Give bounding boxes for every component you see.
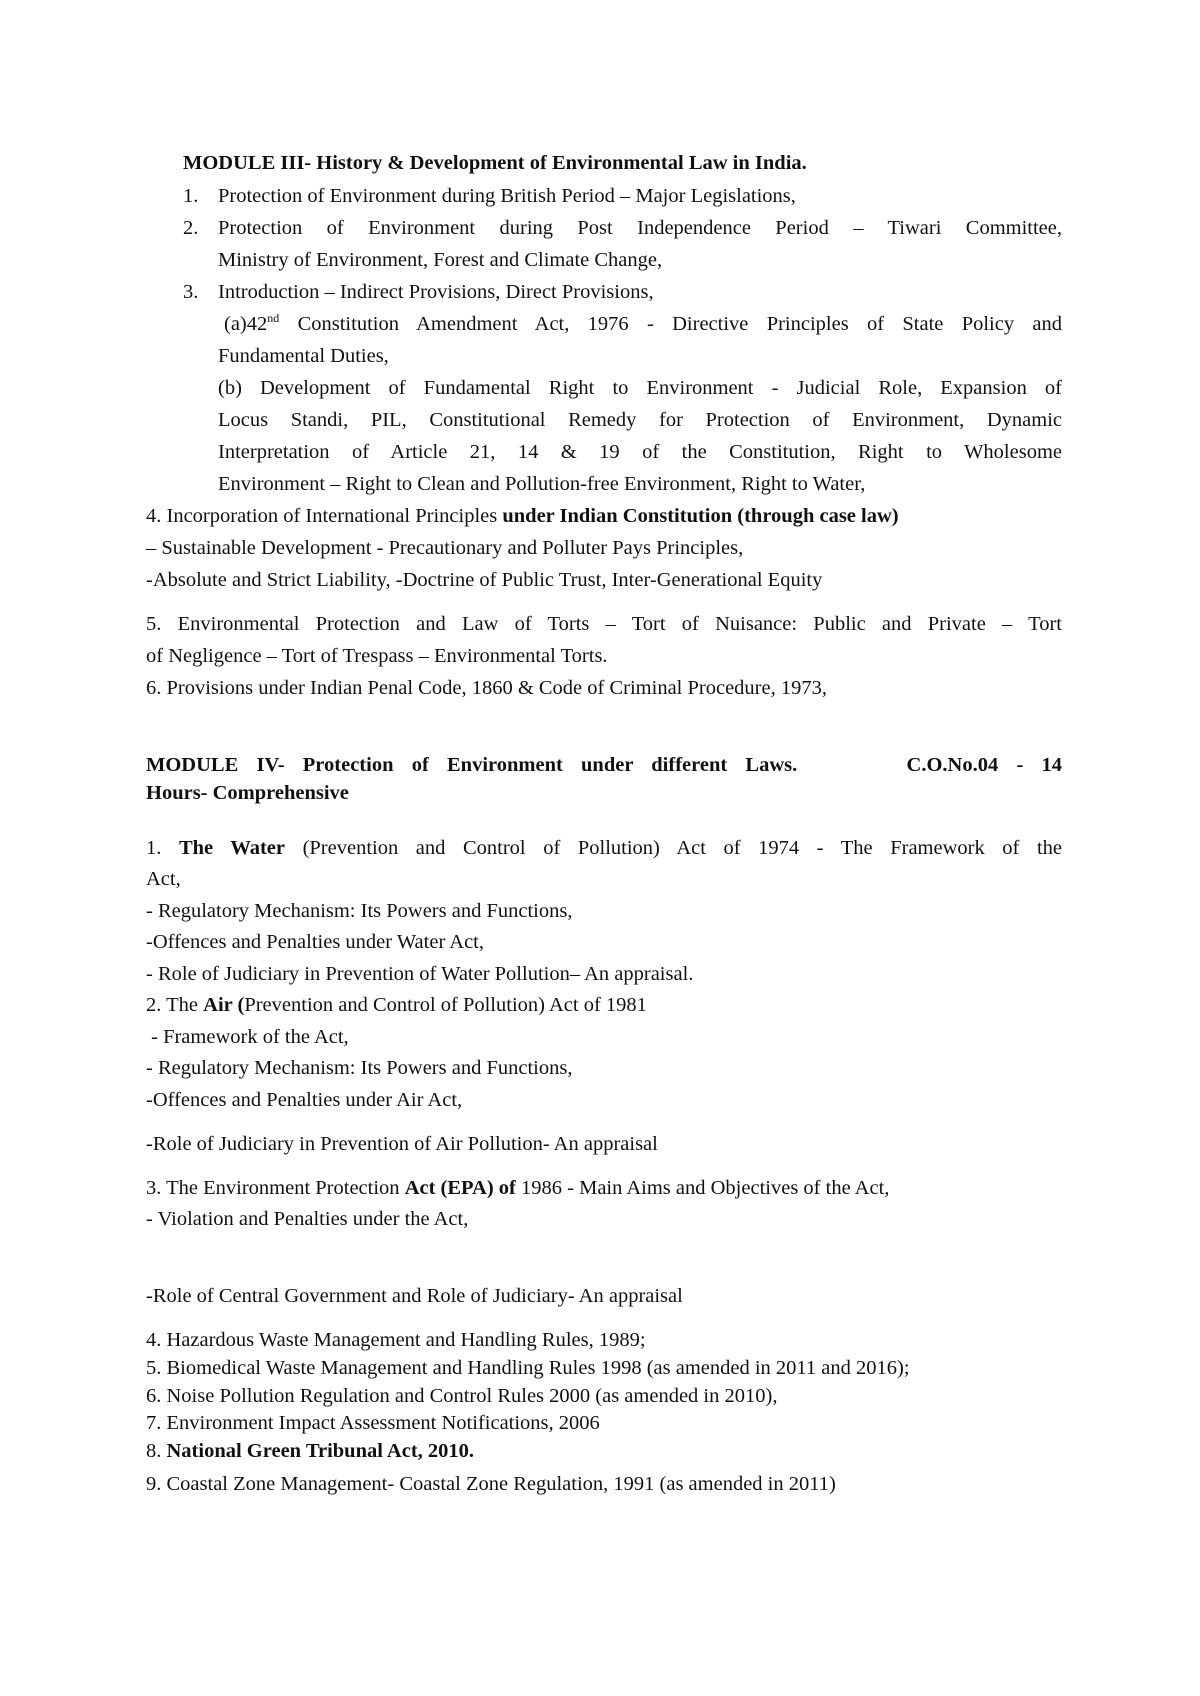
list-item-4-bold: under Indian Constitution (through case law) [502,505,899,527]
air-act-rest: Prevention and Control of Pollution) Act of 1981 [244,994,647,1016]
epa-rest: 1986 - Main Aims and Objectives of the Act, [515,1177,890,1199]
sub-item-b: (b) Development of Fundamental Right to Environment - Judicial Role, Expansion of [218,377,1062,399]
list-item: Protection of Environment during British Period – Major Legislations, [218,185,796,207]
list-item-4-text: 4. Incorporation of International Principles [146,505,503,527]
air-act-item [146,995,647,1016]
water-act-sub: -Offences and Penalties under Water Act, [146,931,484,953]
list-item: Protection of Environment during Post Independence Period – Tiwari Committee, [218,217,1062,239]
water-act-rest: (Prevention and Control of Pollution) Act of 1974 - The Framework of the [285,837,1063,859]
rules-item-8 [146,1441,474,1462]
sub-item-a-rest: Constitution Amendment Act, 1976 - Directive Principles of State Policy and [279,313,1062,335]
list-item-4 [146,506,899,527]
rules-item-8-prefix: 8. [146,1440,167,1462]
list-item-4-cont: – Sustainable Development - Precautionary and Polluter Pays Principles, [146,537,744,559]
epa-prefix: 3. The Environment Protection [146,1177,405,1199]
epa-bold: Act (EPA) of [404,1177,516,1199]
rules-item-9: 9. Coastal Zone Management- Coastal Zone Regulation, 1991 (as amended in 2011) [146,1473,836,1495]
air-act-bold: Air ( [203,994,245,1016]
water-act-sub: - Role of Judiciary in Prevention of Water Pollution– An appraisal. [146,963,694,985]
list-number: 3. [183,281,199,303]
sub-item-b-cont: Locus Standi, PIL, Constitutional Remedy for Protection of Environment, Dynamic [218,409,1062,431]
air-act-sub: -Role of Judiciary in Prevention of Air Pollution- An appraisal [146,1133,658,1155]
module-4-title: MODULE IV- Protection of Environment under different Laws. C.O.No.04 - 14 [146,754,1062,776]
list-item-4-cont: -Absolute and Strict Liability, -Doctrine of Public Trust, Inter-Generational Equity [146,569,823,591]
air-act-prefix: 2. The [146,994,204,1016]
sub-item-b-cont: Interpretation of Article 21, 14 & 19 of the Constitution, Right to Wholesome [218,441,1062,463]
water-act-sub: - Regulatory Mechanism: Its Powers and Functions, [146,900,573,922]
sub-item-a-cont: Fundamental Duties, [218,345,389,367]
module-4-title-cont: Hours- Comprehensive [146,782,349,804]
list-number: 2. [183,217,199,239]
ordinal-suffix: nd [267,311,280,326]
rules-item-6: 6. Noise Pollution Regulation and Control Rules 2000 (as amended in 2010), [146,1385,778,1407]
module-3-title: MODULE III- History & Development of Environmental Law in India. [183,152,807,174]
water-act-bold: The Water [178,837,285,859]
air-act-sub: - Framework of the Act, [146,1026,349,1048]
rules-item-7: 7. Environment Impact Assessment Notifications, 2006 [146,1412,600,1434]
water-act-prefix: 1. [146,837,179,859]
sub-item-a-prefix: (a)42 [224,313,268,335]
air-act-sub: -Offences and Penalties under Air Act, [146,1089,463,1111]
list-item: Introduction – Indirect Provisions, Direct Provisions, [218,281,654,303]
air-act-sub: - Regulatory Mechanism: Its Powers and Functions, [146,1057,573,1079]
epa-item [146,1178,889,1199]
rules-item-4: 4. Hazardous Waste Management and Handling Rules, 1989; [146,1329,646,1351]
water-act-cont: Act, [146,868,181,890]
rules-item-8-bold: National Green Tribunal Act, 2010. [166,1440,475,1462]
rules-item-5: 5. Biomedical Waste Management and Handling Rules 1998 (as amended in 2011 and 2016); [146,1357,910,1379]
list-item-5: 5. Environmental Protection and Law of Torts – Tort of Nuisance: Public and Private – Tort [146,613,1062,635]
sub-item-b-cont: Environment – Right to Clean and Pollution-free Environment, Right to Water, [218,473,866,495]
epa-sub: -Role of Central Government and Role of Judiciary- An appraisal [146,1285,683,1307]
list-item-5-cont: of Negligence – Tort of Trespass – Environmental Torts. [146,645,608,667]
list-item-cont: Ministry of Environment, Forest and Climate Change, [218,249,663,271]
water-act-item [146,838,1062,859]
epa-sub: - Violation and Penalties under the Act, [146,1208,469,1230]
sub-item-a [224,311,1062,335]
list-item-6: 6. Provisions under Indian Penal Code, 1860 & Code of Criminal Procedure, 1973, [146,677,827,699]
list-number: 1. [183,185,199,207]
